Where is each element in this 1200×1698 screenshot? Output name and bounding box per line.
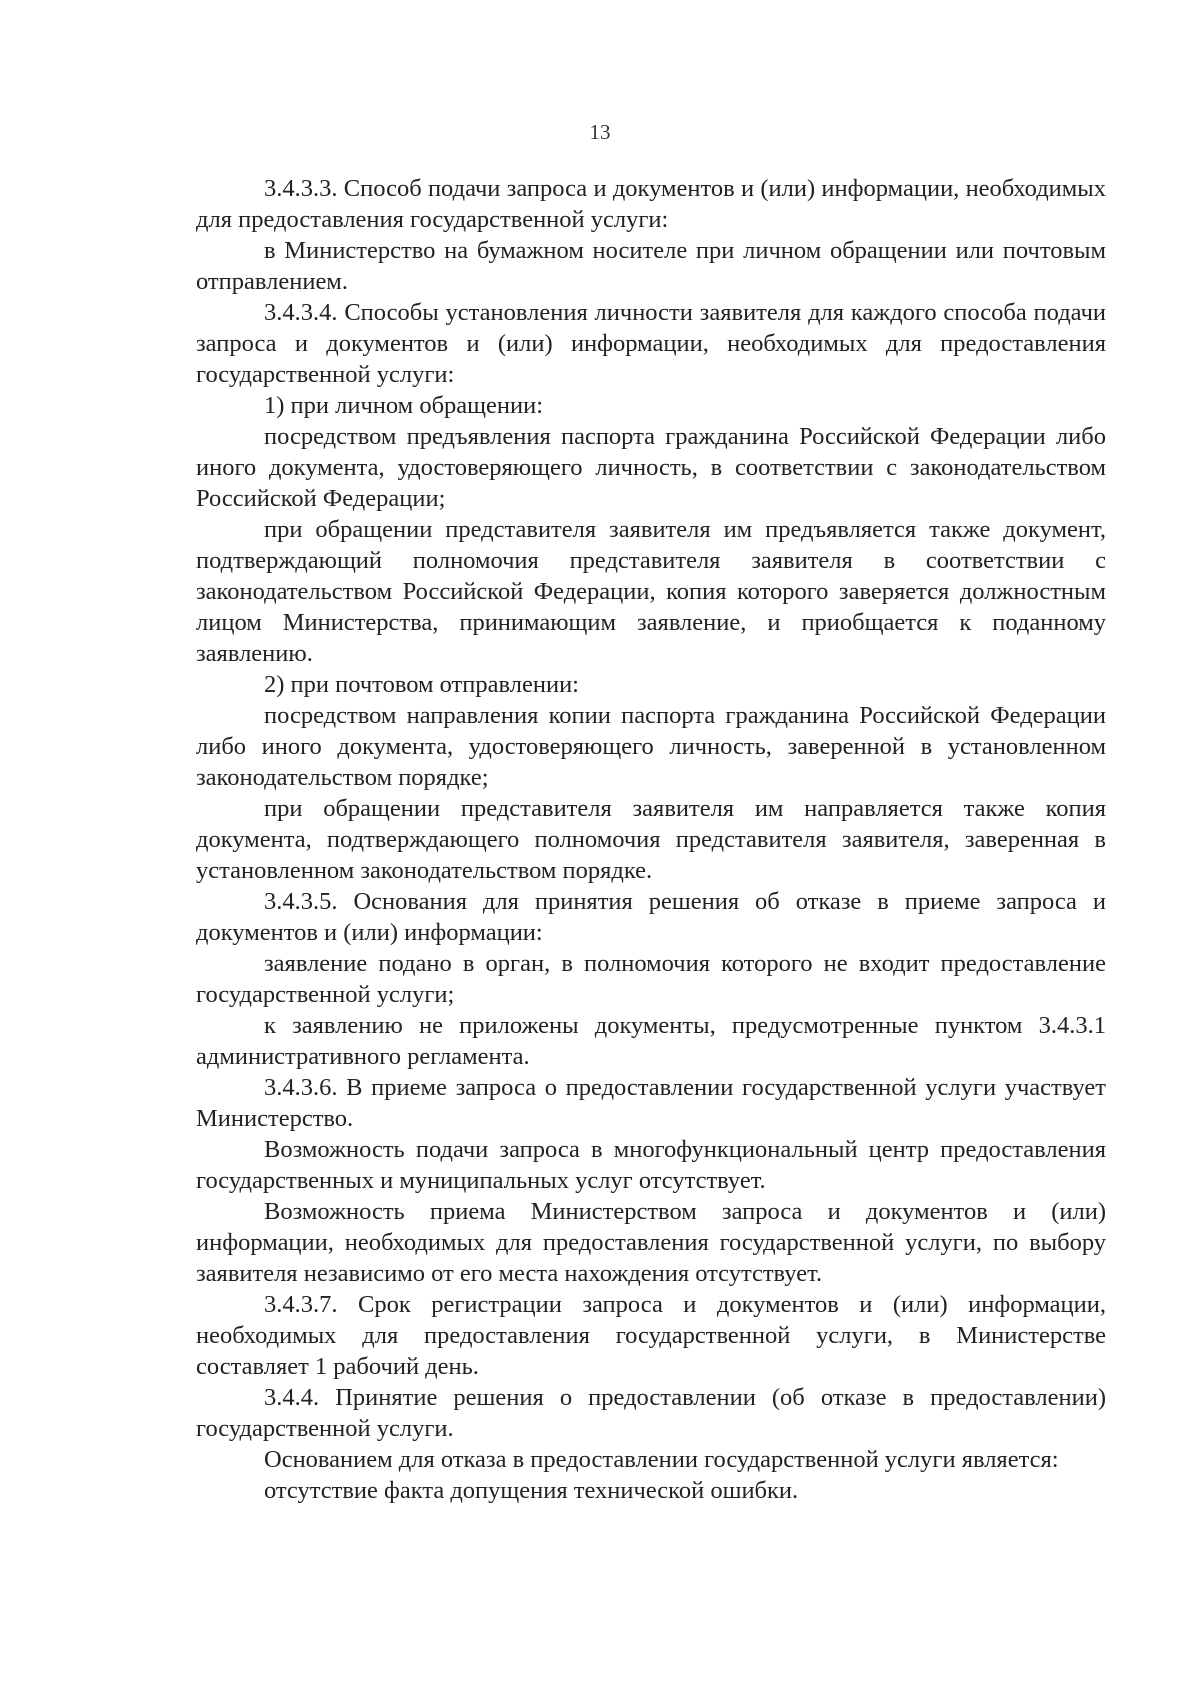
paragraph-mfc-unavailable: Возможность подачи запроса в многофункциональный центр предоставления государственных и муниципальных услуг отсутствует.: [196, 1136, 1106, 1194]
paragraph-extraterritorial-unavailable: Возможность приема Министерством запроса и документов и (или) информации, необходимых для предоставления государственной услуги, по выбору заявителя независимо от его места нахождения отсутствует.: [196, 1198, 1106, 1287]
paragraph-passport-presentation: посредством предъявления паспорта гражданина Российской Федерации либо иного документа, удостоверяющего личность, в соответствии с законодательством Российской Федерации;: [196, 423, 1106, 512]
paragraph-submission-method: в Министерство на бумажном носителе при личном обращении или почтовым отправлением.: [196, 237, 1106, 295]
paragraph-3-4-3-4: 3.4.3.4. Способы установления личности заявителя для каждого способа подачи запроса и документов и (или) информации, необходимых для предоставления государственной услуги:: [196, 299, 1106, 388]
paragraph-representative-by-mail: при обращении представителя заявителя им направляется также копия документа, подтверждающего полномочия представителя заявителя, заверенная в установленном законодательством порядке.: [196, 795, 1106, 884]
paragraph-representative-in-person: при обращении представителя заявителя им предъявляется также документ, подтверждающий полномочия представителя заявителя в соответствии с законодательством Российской Федерации, копия которого заверяется должностным лицом Министерства, принимающим заявление, и приобщается к поданному заявлению.: [196, 516, 1106, 667]
paragraph-3-4-3-3: 3.4.3.3. Способ подачи запроса и документов и (или) информации, необходимых для предоставления государственной услуги:: [196, 175, 1106, 233]
paragraph-3-4-3-5: 3.4.3.5. Основания для принятия решения об отказе в приеме запроса и документов и (или) информации:: [196, 888, 1106, 946]
paragraph-3-4-3-6: 3.4.3.6. В приеме запроса о предоставлении государственной услуги участвует Министерство.: [196, 1074, 1106, 1132]
paragraph-refusal-basis: Основанием для отказа в предоставлении государственной услуги является:: [264, 1446, 1059, 1473]
paragraph-passport-copy: посредством направления копии паспорта гражданина Российской Федерации либо иного документа, удостоверяющего личность, заверенной в установленном законодательством порядке;: [196, 702, 1106, 791]
paragraph-3-4-3-7: 3.4.3.7. Срок регистрации запроса и документов и (или) информации, необходимых для предоставления государственной услуги, в Министерстве составляет 1 рабочий день.: [196, 1291, 1106, 1380]
paragraph-missing-documents: к заявлению не приложены документы, предусмотренные пунктом 3.4.3.1 административного регламента.: [196, 1012, 1106, 1070]
paragraph-wrong-authority: заявление подано в орган, в полномочия которого не входит предоставление государственной услуги;: [196, 950, 1106, 1008]
paragraph-in-person: 1) при личном обращении:: [264, 392, 544, 419]
paragraph-by-mail: 2) при почтовом отправлении:: [264, 671, 579, 698]
paragraph-no-technical-error: отсутствие факта допущения технической ошибки.: [264, 1477, 799, 1504]
page-number: 13: [589, 120, 611, 144]
paragraph-3-4-4: 3.4.4. Принятие решения о предоставлении (об отказе в предоставлении) государственной услуги.: [196, 1384, 1106, 1442]
document-body: [196, 173, 1106, 1506]
